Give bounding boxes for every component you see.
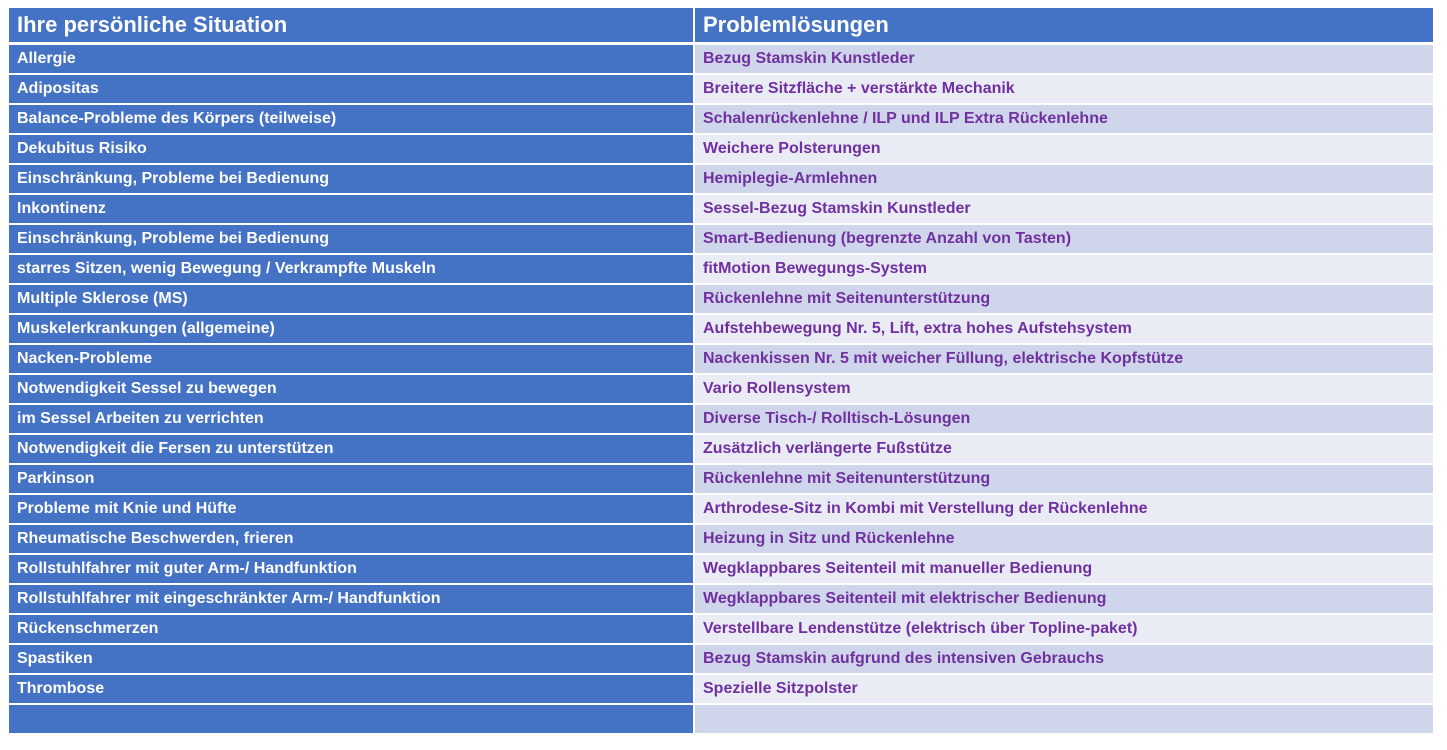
solution-cell: Arthrodese-Sitz in Kombi mit Verstellung der Rückenlehne bbox=[695, 495, 1433, 525]
situation-cell: Rollstuhlfahrer mit guter Arm-/ Handfunktion bbox=[9, 555, 695, 585]
solution-cell: Diverse Tisch-/ Rolltisch-Lösungen bbox=[695, 405, 1433, 435]
solution-cell: Rückenlehne mit Seitenunterstützung bbox=[695, 465, 1433, 495]
table-row bbox=[9, 105, 1433, 135]
header-row bbox=[9, 8, 1433, 45]
table-row bbox=[9, 165, 1433, 195]
table-row bbox=[9, 405, 1433, 435]
table-header bbox=[9, 8, 1433, 45]
table-row bbox=[9, 345, 1433, 375]
solution-cell bbox=[695, 705, 1433, 735]
table-row bbox=[9, 135, 1433, 165]
situation-cell: Multiple Sklerose (MS) bbox=[9, 285, 695, 315]
situation-cell: Muskelerkrankungen (allgemeine) bbox=[9, 315, 695, 345]
table-row bbox=[9, 285, 1433, 315]
table-row bbox=[9, 645, 1433, 675]
situation-cell: Inkontinenz bbox=[9, 195, 695, 225]
header-situation: Ihre persönliche Situation bbox=[9, 8, 695, 45]
table-row bbox=[9, 525, 1433, 555]
situation-cell: starres Sitzen, wenig Bewegung / Verkrampfte Muskeln bbox=[9, 255, 695, 285]
situation-cell: Thrombose bbox=[9, 675, 695, 705]
solution-cell: Hemiplegie-Armlehnen bbox=[695, 165, 1433, 195]
solution-cell: Aufstehbewegung Nr. 5, Lift, extra hohes Aufstehsystem bbox=[695, 315, 1433, 345]
table-row bbox=[9, 675, 1433, 705]
solution-cell: Bezug Stamskin aufgrund des intensiven Gebrauchs bbox=[695, 645, 1433, 675]
solution-cell: Smart-Bedienung (begrenzte Anzahl von Tasten) bbox=[695, 225, 1433, 255]
table-row bbox=[9, 375, 1433, 405]
solution-cell: Wegklappbares Seitenteil mit elektrischer Bedienung bbox=[695, 585, 1433, 615]
situation-solution-table bbox=[9, 8, 1433, 735]
situation-cell: Parkinson bbox=[9, 465, 695, 495]
table-row bbox=[9, 465, 1433, 495]
table-row bbox=[9, 435, 1433, 465]
solution-cell: Nackenkissen Nr. 5 mit weicher Füllung, elektrische Kopfstütze bbox=[695, 345, 1433, 375]
solution-cell: Vario Rollensystem bbox=[695, 375, 1433, 405]
solution-cell: Zusätzlich verlängerte Fußstütze bbox=[695, 435, 1433, 465]
situation-cell: im Sessel Arbeiten zu verrichten bbox=[9, 405, 695, 435]
header-solution: Problemlösungen bbox=[695, 8, 1433, 45]
table-body bbox=[9, 45, 1433, 735]
situation-cell: Dekubitus Risiko bbox=[9, 135, 695, 165]
table-row bbox=[9, 195, 1433, 225]
table-row bbox=[9, 255, 1433, 285]
solution-cell: fitMotion Bewegungs-System bbox=[695, 255, 1433, 285]
situation-cell: Notwendigkeit die Fersen zu unterstützen bbox=[9, 435, 695, 465]
situation-cell: Nacken-Probleme bbox=[9, 345, 695, 375]
solution-cell: Weichere Polsterungen bbox=[695, 135, 1433, 165]
table-row bbox=[9, 615, 1433, 645]
situation-cell: Spastiken bbox=[9, 645, 695, 675]
situation-cell: Balance-Probleme des Körpers (teilweise) bbox=[9, 105, 695, 135]
table-row bbox=[9, 555, 1433, 585]
situation-cell: Rückenschmerzen bbox=[9, 615, 695, 645]
table-row bbox=[9, 75, 1433, 105]
solution-cell: Schalenrückenlehne / ILP und ILP Extra Rückenlehne bbox=[695, 105, 1433, 135]
situation-cell bbox=[9, 705, 695, 735]
situation-cell: Einschränkung, Probleme bei Bedienung bbox=[9, 165, 695, 195]
solution-cell: Spezielle Sitzpolster bbox=[695, 675, 1433, 705]
solution-cell: Bezug Stamskin Kunstleder bbox=[695, 45, 1433, 75]
solution-cell: Wegklappbares Seitenteil mit manueller Bedienung bbox=[695, 555, 1433, 585]
table-row bbox=[9, 225, 1433, 255]
table-row bbox=[9, 705, 1433, 735]
table-row bbox=[9, 45, 1433, 75]
table-row bbox=[9, 585, 1433, 615]
situation-cell: Rheumatische Beschwerden, frieren bbox=[9, 525, 695, 555]
situation-cell: Adipositas bbox=[9, 75, 695, 105]
solution-cell: Sessel-Bezug Stamskin Kunstleder bbox=[695, 195, 1433, 225]
solution-cell: Heizung in Sitz und Rückenlehne bbox=[695, 525, 1433, 555]
table-row bbox=[9, 315, 1433, 345]
table-row bbox=[9, 495, 1433, 525]
situation-cell: Rollstuhlfahrer mit eingeschränkter Arm-/ Handfunktion bbox=[9, 585, 695, 615]
solution-cell: Rückenlehne mit Seitenunterstützung bbox=[695, 285, 1433, 315]
solution-cell: Verstellbare Lendenstütze (elektrisch über Topline-paket) bbox=[695, 615, 1433, 645]
situation-cell: Probleme mit Knie und Hüfte bbox=[9, 495, 695, 525]
situation-cell: Einschränkung, Probleme bei Bedienung bbox=[9, 225, 695, 255]
solution-cell: Breitere Sitzfläche + verstärkte Mechanik bbox=[695, 75, 1433, 105]
situation-cell: Allergie bbox=[9, 45, 695, 75]
situation-cell: Notwendigkeit Sessel zu bewegen bbox=[9, 375, 695, 405]
